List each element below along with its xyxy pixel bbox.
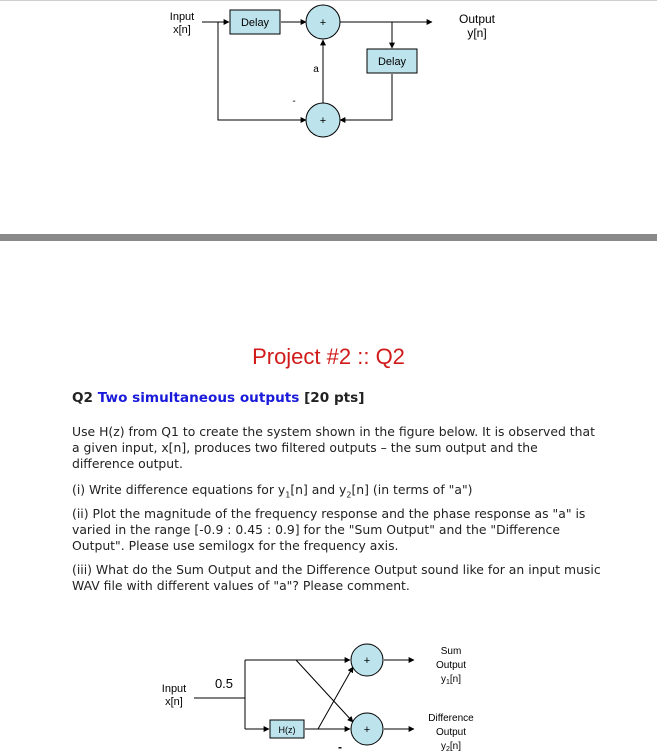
part1-text-c: [n] (in terms of "a") <box>351 482 473 497</box>
question-heading <box>72 390 602 406</box>
sum-signal: $y_1[n]$ <box>440 674 462 686</box>
diff-label-2: Output <box>435 727 467 738</box>
sum-adder-symbol: + <box>363 655 371 667</box>
gain-label: 0.5 <box>214 676 234 691</box>
page-title: Project #2 :: Q2 <box>252 344 405 369</box>
bottom-input-label: Input <box>161 683 187 695</box>
part1-text-a: (i) Write difference equations for y <box>72 482 286 497</box>
top-adder-symbol: + <box>319 17 327 29</box>
top-output-label: Output <box>458 12 496 26</box>
question-part-1 <box>72 482 602 498</box>
cross-up-arrow <box>318 667 353 729</box>
delay-feedback-path <box>340 74 392 120</box>
top-output-signal: y[n] <box>467 26 487 40</box>
bottom-input-signal: x[n] <box>165 696 183 708</box>
section-divider <box>0 234 657 241</box>
part1-sub-2: 2 <box>346 490 352 500</box>
part1-sub-1: 1 <box>285 490 291 500</box>
bottom-minus-sign: - <box>338 740 342 751</box>
diff-label-1: Difference <box>428 713 474 724</box>
question-body <box>72 390 602 602</box>
hz-block-label: H(z) <box>278 725 296 735</box>
question-points: [20 pts] <box>304 390 365 406</box>
top-input-label: Input <box>169 11 195 23</box>
bottom-block-diagram <box>0 630 657 751</box>
question-title: Two simultaneous outputs <box>97 390 300 406</box>
question-part-2: (ii) Plot the magnitude of the frequency response and the phase response as "a" is varied in the range [-0.9 : 0.45 : 0.9] for the "Sum Output" and the "Difference Output". Please use semilogx for the frequency axis. <box>72 506 586 553</box>
difference-adder-symbol: + <box>363 724 371 736</box>
cross-down-arrow <box>296 660 353 722</box>
part1-text-b: [n] and y <box>290 482 347 497</box>
question-part-3: (iii) What do the Sum Output and the Difference Output sound like for an input music WAV file with different values of "a"? Please comment. <box>72 562 601 593</box>
bottom-adder-symbol: + <box>319 115 327 127</box>
minus-sign: - <box>292 96 296 107</box>
gain-a-label: a <box>313 64 319 75</box>
top-input-signal: x[n] <box>173 24 191 36</box>
top-block-diagram <box>0 0 657 232</box>
sum-label-1: Sum <box>440 646 462 657</box>
question-number: Q2 <box>72 390 94 406</box>
delay-block-2-label: Delay <box>377 56 407 68</box>
question-intro: Use H(z) from Q1 to create the system shown in the figure below. It is observed that a given input, x[n], produces two filtered outputs – the sum output and the difference output. <box>72 424 595 471</box>
diff-signal: $y_2[n]$ <box>440 741 462 751</box>
sum-label-2: Output <box>435 660 467 671</box>
delay-block-1-label: Delay <box>240 17 270 29</box>
